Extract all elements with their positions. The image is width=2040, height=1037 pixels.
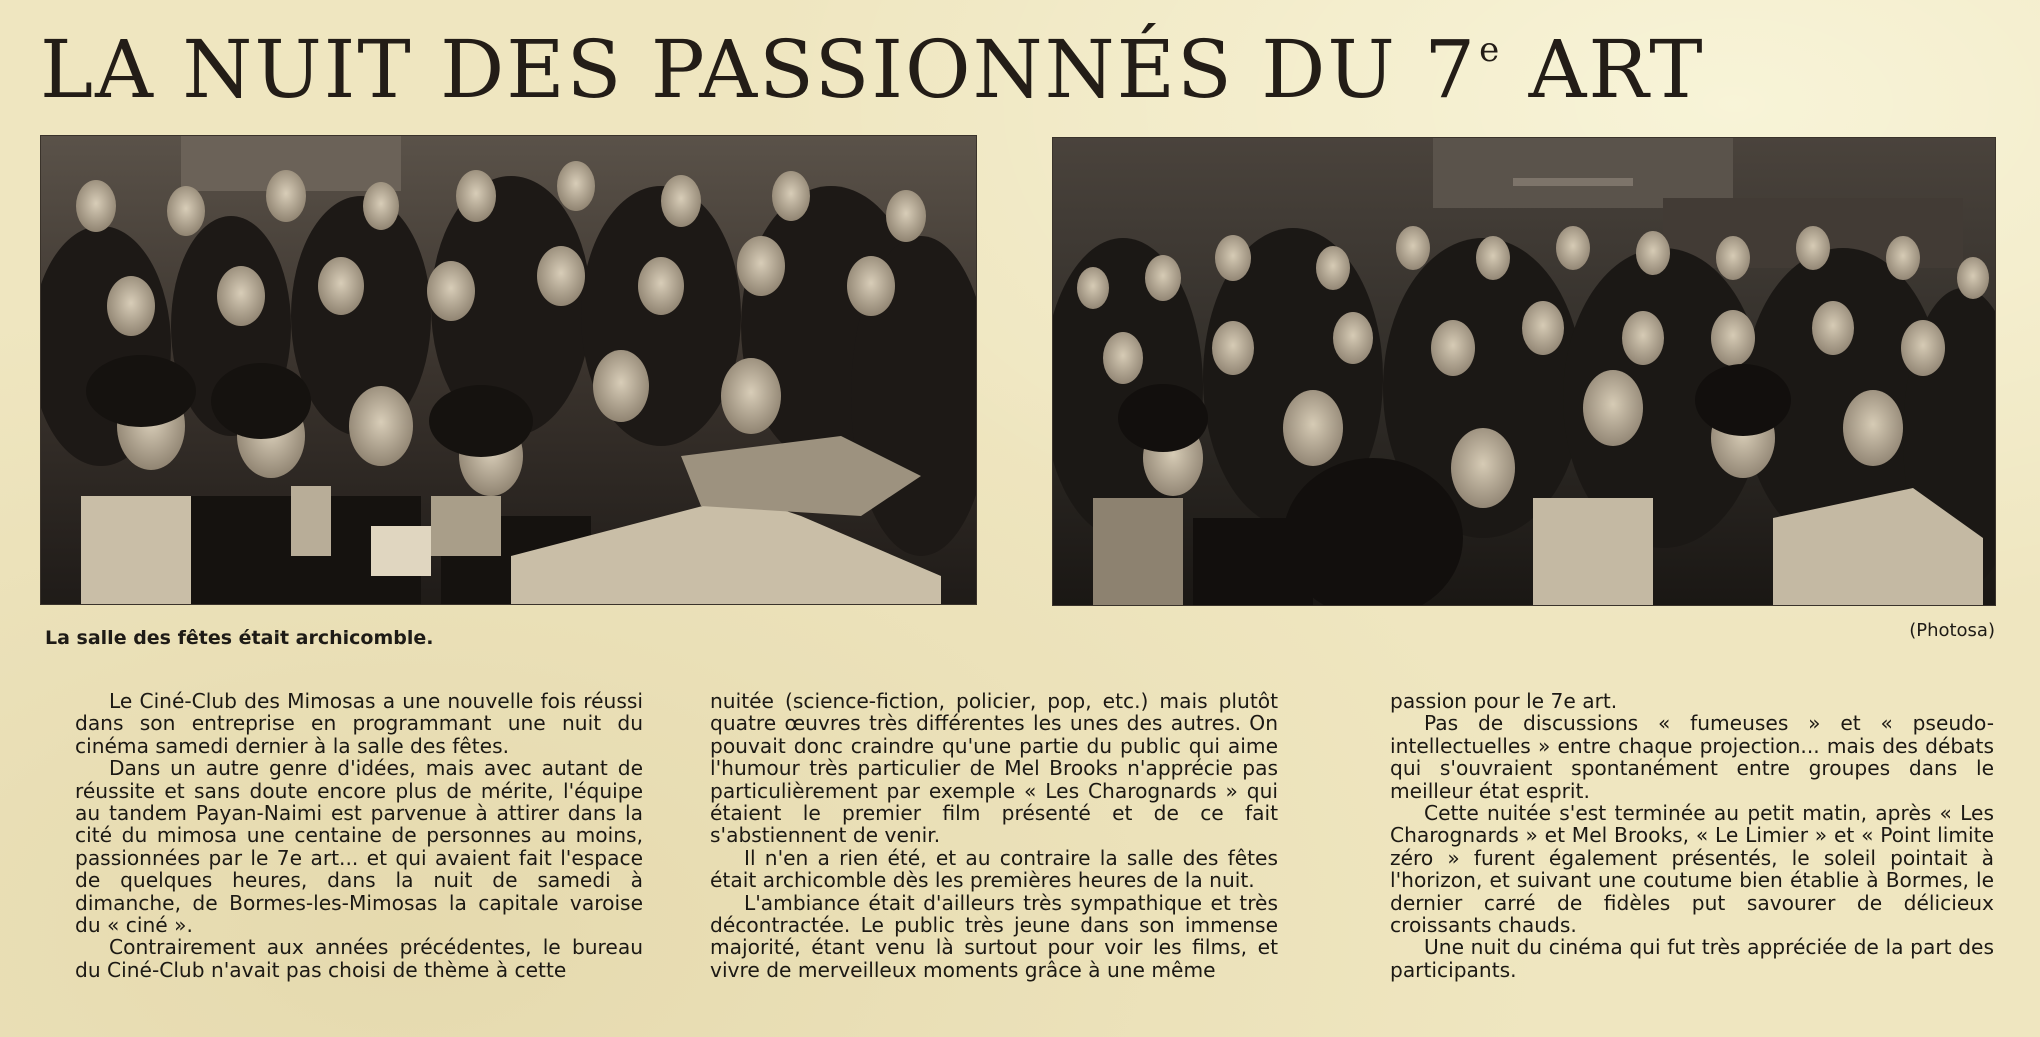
audience-photo-right xyxy=(1052,137,1996,606)
audience-photo-right-image xyxy=(1053,138,1995,605)
headline xyxy=(40,23,1705,116)
article-column-2 xyxy=(710,690,1278,981)
audience-photo-left xyxy=(40,135,977,605)
article-column-3 xyxy=(1390,690,1994,981)
paragraph: Une nuit du cinéma qui fut très appréciée de la part des participants. xyxy=(1390,935,1994,982)
photo-caption: La salle des fêtes était archicomble. xyxy=(45,627,434,649)
photo-credit: (Photosa) xyxy=(1909,620,1995,641)
paragraph: Contrairement aux années précédentes, le bureau du Ciné-Club n'avait pas choisi de thème à cette xyxy=(75,935,643,982)
audience-photo-left-image xyxy=(41,136,976,604)
paragraph: passion pour le 7e art. xyxy=(1390,689,1618,713)
paragraph: Pas de discussions « fumeuses » et « pseudo-intellectuelles » entre chaque projection... mais des débats qui s'ouvraient spontanément entre groupes dans le meilleur état esprit. xyxy=(1390,711,1994,803)
headline-end: ART xyxy=(1528,23,1705,116)
article-column-1 xyxy=(75,690,643,981)
paragraph: Dans un autre genre d'idées, mais avec autant de réussite et sans doute encore plus de mérite, l'équipe au tandem Payan-Naimi est parvenue à attirer dans la cité du mimosa une centaine de personnes au moins, passionnées par le 7e art... et qui avaient fait l'espace de quelques heures, dans la nuit de samedi à dimanche, de Bormes-les-Mimosas la capitale varoise du « ciné ». xyxy=(75,756,643,938)
headline-superscript: e xyxy=(1479,30,1502,70)
headline-main: LA NUIT DES PASSIONNÉS DU 7 xyxy=(40,23,1478,116)
paragraph: L'ambiance était d'ailleurs très sympathique et très décontractée. Le public très jeune dans son immense majorité, étant venu là surtout pour voir les films, et vivre de merveilleux moments grâce à une même xyxy=(710,890,1278,982)
paragraph: Il n'en a rien été, et au contraire la salle des fêtes était archicomble dès les premières heures de la nuit. xyxy=(710,845,1278,893)
paragraph: nuitée (science-fiction, policier, pop, etc.) mais plutôt quatre œuvres très différentes les unes des autres. On pouvait donc craindre qu'une partie du public qui aime l'humour très particulier de Mel Brooks n'apprécie pas particulièrement par exemple « Les Charognards » qui étaient le premier film présenté et de ce fait s'abstiennent de venir. xyxy=(710,689,1278,848)
paragraph: Cette nuitée s'est terminée au petit matin, après « Les Charognards » et Mel Brooks, « Le Limier » et « Point limite zéro » furent également présentés, le soleil pointait à l'horizon, et suivant une coutume bien établie à Bormes, le dernier carré de fidèles put savourer de délicieux croissants chauds. xyxy=(1390,801,1994,938)
paragraph: Le Ciné-Club des Mimosas a une nouvelle fois réussi dans son entreprise en programmant une nuit du cinéma samedi dernier à la salle des fêtes. xyxy=(75,689,643,758)
